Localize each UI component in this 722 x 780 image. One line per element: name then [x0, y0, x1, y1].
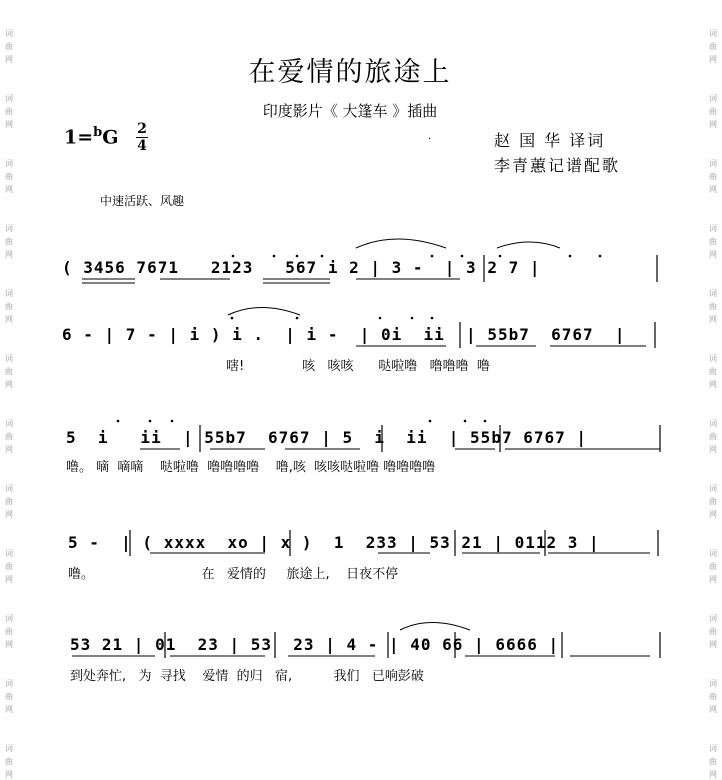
watermark-char: 曲 [5, 627, 13, 636]
watermark-char: 网 [5, 185, 13, 194]
tempo-marking: 中速活跃、风趣 [100, 194, 185, 208]
watermark-char: 网 [5, 250, 13, 259]
translator-credit: 赵 国 华 译词 [494, 131, 606, 150]
watermark-char: 曲 [5, 432, 13, 441]
dot-mark: · [428, 134, 432, 145]
watermark-char: 网 [709, 315, 717, 324]
watermark-char: 词 [5, 29, 13, 38]
watermark-char: 曲 [709, 42, 717, 51]
watermark-char: 网 [5, 510, 13, 519]
watermark-char: 网 [709, 770, 717, 779]
watermark-char: 词 [5, 289, 13, 298]
slur [400, 623, 470, 631]
watermark-char: 词 [5, 614, 13, 623]
watermark-char: 词 [5, 159, 13, 168]
watermark-char: 曲 [5, 497, 13, 506]
score-line-2-lyrics: 嗐! 咳 咳咳 哒啦噜 噜噜噜 噜 [226, 359, 490, 374]
watermark-char: 词 [5, 354, 13, 363]
watermark-char: 曲 [709, 692, 717, 701]
watermark-char: 词 [5, 224, 13, 233]
watermark-char: 网 [5, 770, 13, 779]
watermark-char: 网 [5, 380, 13, 389]
watermark-char: 词 [709, 614, 717, 623]
song-subtitle: 印度影片《 大篷车 》插曲 [262, 102, 438, 120]
watermark-char: 词 [5, 419, 13, 428]
watermark-char: 曲 [5, 367, 13, 376]
watermark-char: 曲 [709, 367, 717, 376]
score-line-4-lyrics: 噜。 在 爱情的 旅途上, 日夜不停 [68, 567, 399, 582]
watermark-char: 曲 [709, 237, 717, 246]
key-prefix: 1= [64, 126, 94, 149]
watermark-char: 网 [5, 705, 13, 714]
watermark-char: 曲 [709, 107, 717, 116]
watermark-char: 词 [5, 484, 13, 493]
watermark-char: 网 [5, 640, 13, 649]
watermark-char: 词 [709, 224, 717, 233]
watermark-char: 曲 [709, 627, 717, 636]
watermark-char: 词 [709, 549, 717, 558]
watermark-char: 曲 [5, 107, 13, 116]
watermark-char: 词 [5, 94, 13, 103]
score-line-2-notes: 6 - | 7 - | i ) i . | i - | 0i ii | 55b7 6767 | [62, 325, 626, 344]
watermark-char: 网 [5, 55, 13, 64]
watermark-char: 词 [709, 679, 717, 688]
watermark-char: 网 [5, 315, 13, 324]
watermark-char: 网 [709, 185, 717, 194]
watermark-char: 曲 [709, 302, 717, 311]
score-line-3-notes: 5 i ii | 55b7 6767 | 5 i ii | 55b7 6767 | [66, 428, 588, 447]
watermark-char: 网 [5, 445, 13, 454]
watermark-char: 曲 [5, 302, 13, 311]
watermark-char: 曲 [5, 42, 13, 51]
watermark-char: 网 [709, 640, 717, 649]
watermark-char: 网 [709, 575, 717, 584]
watermark-char: 网 [5, 575, 13, 584]
watermark-char: 网 [709, 510, 717, 519]
watermark-char: 词 [5, 744, 13, 753]
watermark-char: 词 [709, 29, 717, 38]
watermark-char: 网 [709, 705, 717, 714]
watermark-char: 网 [709, 55, 717, 64]
watermark-char: 曲 [709, 172, 717, 181]
watermark-char: 词 [709, 744, 717, 753]
watermark-char: 曲 [5, 757, 13, 766]
slur [228, 308, 300, 316]
watermark-char: 词 [709, 354, 717, 363]
watermark-char: 网 [709, 120, 717, 129]
watermark-char: 曲 [5, 237, 13, 246]
watermark-char: 词 [709, 289, 717, 298]
score-line-3-lyrics: 噜。 嘀 嘀嘀 哒啦噜 噜噜噜噜 噜,咳 咳咳哒啦噜 噜噜噜噜 [66, 460, 436, 475]
score-line-4-notes: 5 - | ( xxxx xo | x ) 1 233 | 53 21 | 0112 3 | [68, 533, 600, 552]
watermark-char: 网 [709, 250, 717, 259]
time-signature-bottom: 4 [137, 138, 147, 154]
watermark-char: 词 [5, 679, 13, 688]
watermark-char: 曲 [5, 562, 13, 571]
watermark-char: 曲 [5, 172, 13, 181]
time-signature-top: 2 [137, 121, 147, 137]
watermark-char: 词 [5, 549, 13, 558]
watermark-char: 网 [709, 445, 717, 454]
watermark-char: 曲 [709, 757, 717, 766]
watermark-char: 曲 [709, 432, 717, 441]
watermark-char: 词 [709, 484, 717, 493]
score-line-5-notes: 53 21 | 01 23 | 53 23 | 4 - | 40 66 | 6666 | [70, 635, 560, 654]
song-title: 在爱情的旅途上 [248, 57, 452, 88]
flat-sign: b [93, 125, 103, 140]
watermark-char: 曲 [709, 497, 717, 506]
score-line-1-notes: ( 3456 7671 2123 567 i 2 | 3 - | 3 2 7 | [62, 258, 541, 277]
watermark-char: 曲 [5, 692, 13, 701]
watermark-char: 网 [5, 120, 13, 129]
watermark-char: 曲 [709, 562, 717, 571]
arranger-credit: 李青蕙记谱配歌 [494, 156, 621, 175]
score-line-5-lyrics: 到处奔忙, 为 寻找 爱情 的归 宿, 我们 已响彭破 [70, 669, 424, 684]
watermark-char: 词 [709, 419, 717, 428]
key-note: G [102, 126, 119, 149]
watermark-char: 网 [709, 380, 717, 389]
watermark-char: 词 [709, 94, 717, 103]
watermark-char: 词 [709, 159, 717, 168]
slur [497, 242, 560, 248]
slur [356, 239, 446, 248]
